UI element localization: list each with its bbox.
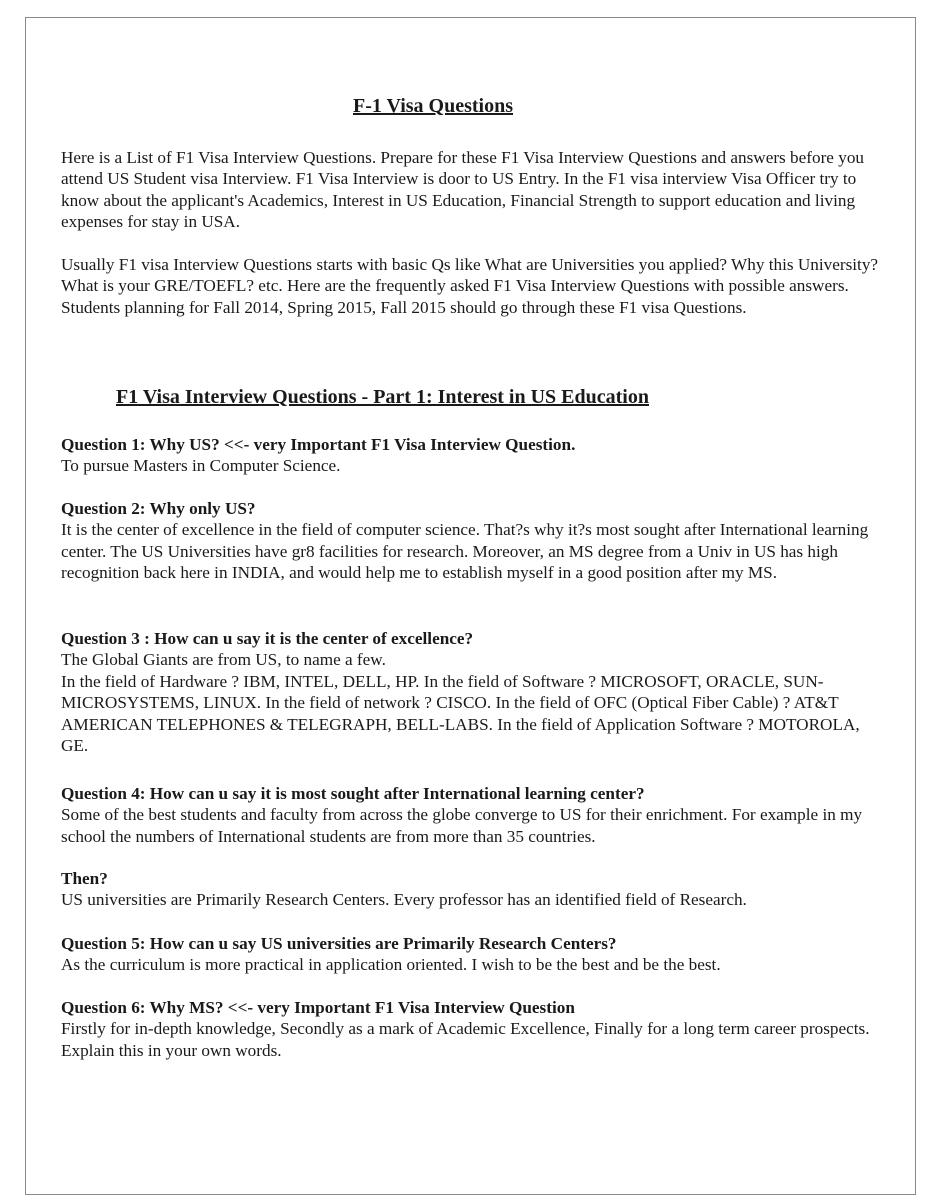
answer-text: It is the center of excellence in the field of computer science. That?s why it?s most sought after International learning center. The US Universities have gr8 facilities for research. Moreover, an MS degree from a Univ in US has high recognition back here in INDIA, and would help me to establish myself in a good position after my MS. (61, 520, 869, 583)
intro-paragraph-1: Here is a List of F1 Visa Interview Questions. Prepare for these F1 Visa Interview Questions and answers before you attend US Student visa Interview. F1 Visa Interview is door to US Entry. In the F1 visa interview Visa Officer try to know about the applicant's Academics, Interest in US Education, Financial Strength to support education and living expenses for stay in USA. (61, 148, 865, 232)
question-text: Then? (61, 869, 108, 888)
question-text: Question 6: Why MS? <<- very Important F1 Visa Interview Question (61, 998, 575, 1017)
question-text: Question 5: How can u say US universities are Primarily Research Centers? (61, 934, 617, 953)
question-text: Question 4: How can u say it is most sought after International learning center? (61, 784, 645, 803)
answer-text-line-1: The Global Giants are from US, to name a few. (61, 650, 386, 670)
answer-text: As the curriculum is more practical in application oriented. I wish to be the best and be the best. (61, 955, 721, 975)
intro-paragraph-2: Usually F1 visa Interview Questions starts with basic Qs like What are Universities you applied? Why this University? What is your GRE/TOEFL? etc. Here are the frequently asked F1 Visa Interview Questions with possible answers. Students planning for Fall 2014, Spring 2015, Fall 2015 should go through these F1 visa Questions. (61, 255, 879, 317)
qa-item-1 (61, 434, 891, 477)
qa-item-3 (61, 628, 891, 756)
answer-text: Some of the best students and faculty from across the globe converge to US for their enrichment. For example in my school the numbers of International students are from more than 35 countries. (61, 805, 863, 846)
section-heading: F1 Visa Interview Questions - Part 1: Interest in US Education (116, 386, 649, 408)
answer-text-line-2: In the field of Hardware ? IBM, INTEL, DELL, HP. In the field of Software ? MICROSOFT, ORACLE, SUN-MICROSYSTEMS, LINUX. In the field of network ? CISCO. In the field of OFC (Optical Fiber Cable) ? AT&T AMERICAN TELEPHONES & TELEGRAPH, BELL-LABS. In the field of Application Software ? MOTOROLA, GE. (61, 671, 860, 756)
answer-text: Firstly for in-depth knowledge, Secondly as a mark of Academic Excellence, Finally for a long term career prospects. Explain this in your own words. (61, 1019, 870, 1060)
qa-item-5 (61, 933, 891, 976)
qa-item-2 (61, 498, 891, 584)
answer-text: To pursue Masters in Computer Science. (61, 456, 341, 476)
qa-item-4 (61, 783, 891, 847)
question-text: Question 3 : How can u say it is the center of excellence? (61, 629, 474, 648)
question-text: Question 1: Why US? <<- very Important F1 Visa Interview Question. (61, 435, 576, 454)
question-text: Question 2: Why only US? (61, 499, 256, 518)
document-page (25, 17, 916, 1195)
document-title: F-1 Visa Questions (353, 95, 514, 117)
qa-item-6 (61, 997, 891, 1061)
qa-item-then (61, 868, 891, 911)
answer-text: US universities are Primarily Research Centers. Every professor has an identified field of Research. (61, 890, 747, 910)
